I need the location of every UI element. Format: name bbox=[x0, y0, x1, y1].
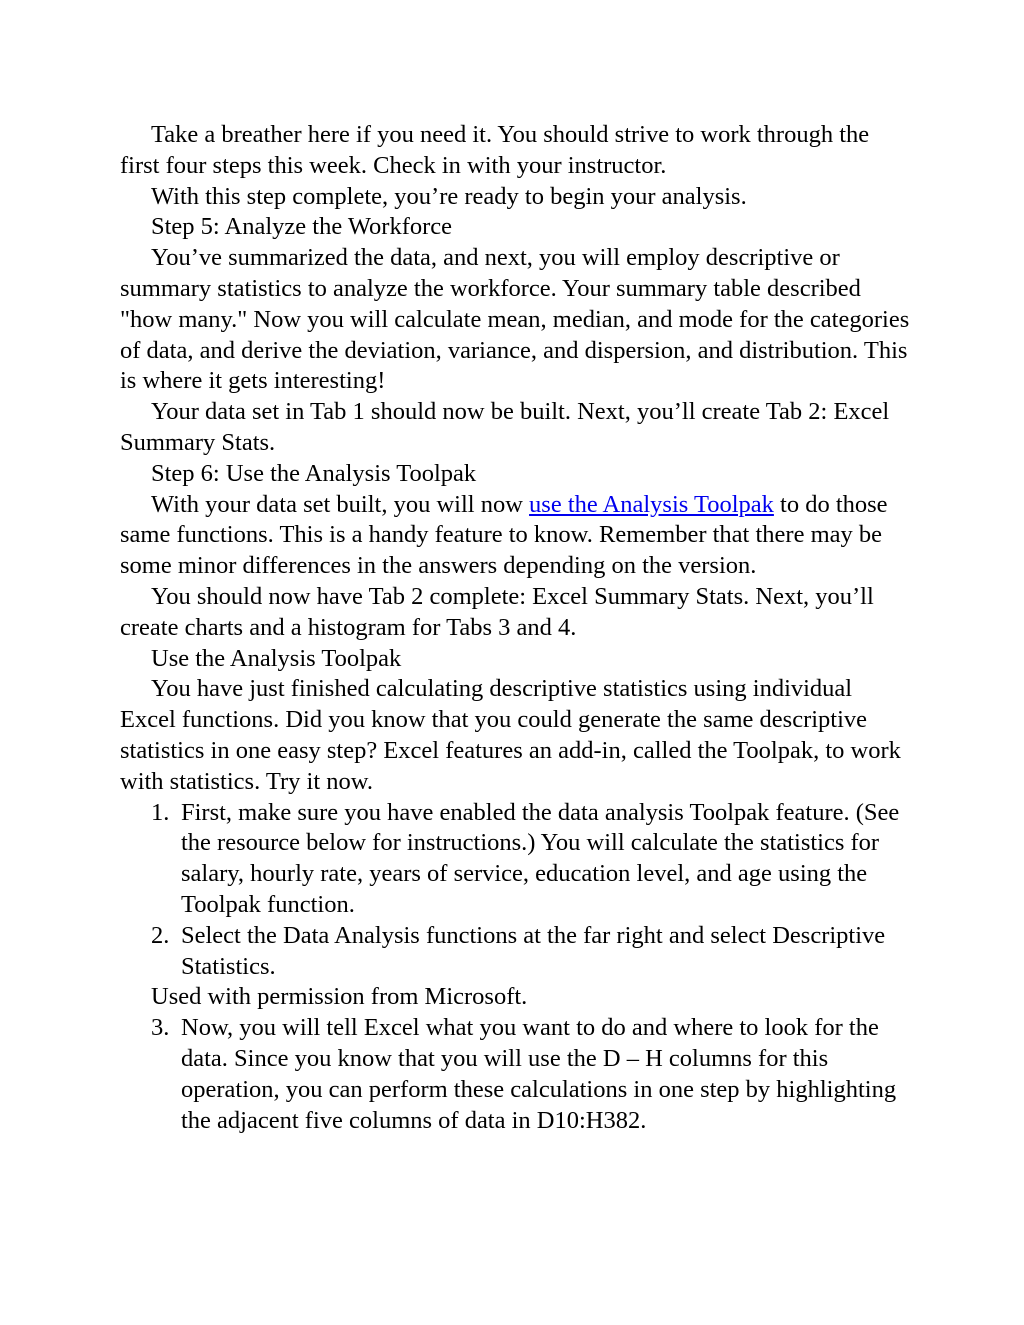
list-item bbox=[120, 798, 910, 921]
document-page bbox=[120, 120, 910, 1136]
list-item-number: 2. bbox=[151, 921, 170, 949]
paragraph-tab-1: Your data set in Tab 1 should now be built. Next, you’ll create Tab 2: Excel Summary Stats. bbox=[120, 398, 890, 456]
list-item-number: 3. bbox=[151, 1014, 170, 1042]
paragraph-toolpak-intro bbox=[120, 490, 910, 582]
list-item-text: First, make sure you have enabled the data analysis Toolpak feature. (See the resource below for instructions.) You will calculate the statistics for salary, hourly rate, years of service, education level, and age using the Toolpak function. bbox=[181, 798, 900, 918]
paragraph-descriptive-stats: You have just finished calculating descriptive statistics using individual Excel functions. Did you know that you could generate the same descriptive statistics in one easy step? Excel features an add-in, called the Toolpak, to work with statistics. Try it now. bbox=[120, 675, 901, 795]
list-item bbox=[120, 921, 910, 983]
toolpak-intro-before: With your data set built, you will now bbox=[151, 490, 530, 518]
list-item bbox=[120, 1013, 910, 1136]
heading-use-toolpak: Use the Analysis Toolpak bbox=[151, 644, 402, 672]
instruction-list-2 bbox=[120, 1013, 910, 1136]
paragraph-breather: Take a breather here if you need it. You should strive to work through the first four steps this week. Check in with your instructor. bbox=[120, 121, 870, 179]
analysis-toolpak-link[interactable]: use the Analysis Toolpak bbox=[529, 490, 774, 518]
paragraph-summarized-data: You’ve summarized the data, and next, you will employ descriptive or summary statistics to analyze the workforce. Your summary table described "how many." Now you will calculate mean, median, and mode for the categories of data, and derive the deviation, variance, and dispersion, and distribution. This is where it gets interesting! bbox=[120, 244, 910, 395]
paragraph-tab-2-complete: You should now have Tab 2 complete: Excel Summary Stats. Next, you’ll create charts and a histogram for Tabs 3 and 4. bbox=[120, 582, 874, 641]
list-item-text: Now, you will tell Excel what you want to do and where to look for the data. Since you know that you will use the D – H columns for this operation, you can perform these calculations in one step by highlighting the adjacent five columns of data in D10:H382. bbox=[181, 1014, 897, 1134]
permission-caption: Used with permission from Microsoft. bbox=[151, 983, 528, 1011]
list-item-text: Select the Data Analysis functions at the far right and select Descriptive Statistics. bbox=[181, 921, 886, 980]
instruction-list-1 bbox=[120, 798, 910, 983]
heading-step-6: Step 6: Use the Analysis Toolpak bbox=[151, 459, 477, 487]
list-item-number: 1. bbox=[151, 798, 170, 826]
paragraph-step-complete: With this step complete, you’re ready to begin your analysis. bbox=[151, 182, 747, 210]
heading-step-5: Step 5: Analyze the Workforce bbox=[151, 213, 453, 241]
toolpak-intro-after: to do those same functions. This is a handy feature to know. Remember that there may be some minor differences in the answers depending on the version. bbox=[120, 490, 888, 580]
